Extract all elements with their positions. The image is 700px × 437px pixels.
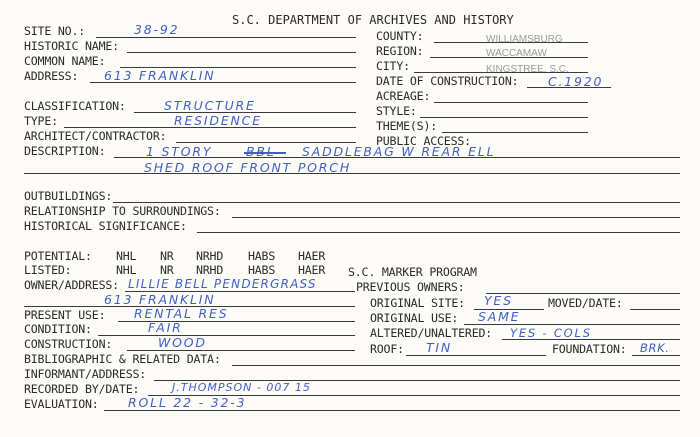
- acreage-line: [434, 102, 588, 103]
- style-label: STYLE:: [376, 104, 417, 118]
- altered-label: ALTERED/UNALTERED:: [370, 326, 493, 340]
- original-site-value: YES: [484, 293, 513, 308]
- classification-value: STRUCTURE: [164, 98, 256, 113]
- historic-name-line: [127, 52, 356, 53]
- bibliographic-line: [232, 365, 680, 366]
- city-label: CITY:: [376, 59, 410, 73]
- address-label: ADDRESS:: [24, 69, 79, 83]
- historical-significance-label: HISTORICAL SIGNIFICANCE:: [24, 219, 187, 233]
- listed-haer: HAER: [298, 263, 326, 277]
- present-use-value: RENTAL RES: [134, 306, 229, 321]
- architect-line: [176, 142, 356, 143]
- description-struck-text: BBL: [246, 144, 276, 159]
- listed-nhl: NHL: [116, 263, 137, 277]
- condition-label: CONDITION:: [24, 322, 92, 336]
- construction-label: CONSTRUCTION:: [24, 337, 113, 351]
- potential-label: POTENTIAL:: [24, 249, 92, 263]
- county-label: COUNTY:: [376, 29, 424, 43]
- architect-label: ARCHITECT/CONTRACTOR:: [24, 129, 167, 143]
- owner-address-value: 613 FRANKLIN: [104, 292, 216, 307]
- present-use-label: PRESENT USE:: [24, 308, 106, 322]
- date-of-construction-label: DATE OF CONSTRUCTION:: [376, 74, 519, 88]
- outbuildings-label: OUTBUILDINGS:: [24, 189, 113, 203]
- stamp-city: KINGSTREE, S.C.: [486, 64, 569, 75]
- outbuildings-line: [113, 202, 680, 203]
- foundation-line: [632, 355, 680, 356]
- owner-address-label: OWNER/ADDRESS:: [24, 278, 119, 292]
- foundation-value: BRK.: [640, 341, 670, 355]
- original-use-line: [464, 324, 680, 325]
- previous-owners-label: PREVIOUS OWNERS:: [356, 280, 465, 294]
- listed-label: LISTED:: [24, 263, 72, 277]
- potential-nrhd: NRHD: [196, 249, 224, 263]
- evaluation-value: ROLL 22 - 32-3: [128, 395, 247, 410]
- description-label: DESCRIPTION:: [24, 144, 106, 158]
- listed-nr: NR: [160, 263, 174, 277]
- site-no-line: [96, 37, 356, 38]
- region-line: [430, 57, 588, 58]
- roof-value: TIN: [426, 340, 453, 355]
- roof-line: [406, 355, 546, 356]
- potential-haer: HAER: [298, 249, 326, 263]
- evaluation-label: EVALUATION:: [24, 397, 99, 411]
- recorded-by-value: J.THOMPSON - 007 15: [172, 381, 311, 394]
- description-line-2: [24, 173, 680, 174]
- moved-date-label: MOVED/DATE:: [548, 296, 623, 310]
- original-use-value: SAME: [478, 309, 521, 324]
- type-value: RESIDENCE: [174, 113, 262, 128]
- theme-label: THEME(S):: [376, 119, 438, 133]
- recorded-by-label: RECORDED BY/DATE:: [24, 382, 140, 396]
- description-value-1: 1 STORY: [146, 144, 213, 159]
- sc-marker-label: S.C. MARKER PROGRAM: [348, 265, 477, 279]
- public-access-label: PUBLIC ACCESS:: [376, 134, 471, 148]
- common-name-label: COMMON NAME:: [24, 54, 106, 68]
- style-line: [420, 117, 588, 118]
- construction-value: WOOD: [158, 335, 207, 350]
- evaluation-line: [104, 410, 680, 411]
- theme-line: [442, 132, 588, 133]
- foundation-label: FOUNDATION:: [552, 342, 627, 356]
- relationship-line: [232, 217, 680, 218]
- city-line: [414, 72, 588, 73]
- potential-nhl: NHL: [116, 249, 137, 263]
- date-of-construction-value: C.1920: [548, 74, 604, 89]
- altered-value: YES - COLS: [510, 326, 592, 340]
- original-site-label: ORIGINAL SITE:: [370, 296, 465, 310]
- description-value-1b: SADDLEBAG W REAR ELL: [302, 144, 496, 159]
- site-no-label: SITE NO.:: [24, 24, 86, 38]
- condition-value: FAIR: [148, 320, 183, 335]
- moved-date-line: [630, 309, 680, 310]
- county-line: [434, 42, 588, 43]
- stamp-county: WILLIAMSBURG: [486, 34, 563, 45]
- previous-owners-line: [486, 293, 680, 294]
- form-title: S.C. DEPARTMENT OF ARCHIVES AND HISTORY: [232, 13, 514, 27]
- listed-nrhd: NRHD: [196, 263, 224, 277]
- roof-label: ROOF:: [370, 342, 404, 356]
- relationship-label: RELATIONSHIP TO SURROUNDINGS:: [24, 204, 221, 218]
- strikethrough-mark: [244, 152, 286, 154]
- site-no-value: 38-92: [134, 22, 180, 37]
- description-value-2: SHED ROOF FRONT PORCH: [144, 160, 352, 175]
- bibliographic-label: BIBLIOGRAPHIC & RELATED DATA:: [24, 352, 221, 366]
- classification-label: CLASSIFICATION:: [24, 99, 126, 113]
- region-label: REGION:: [376, 44, 424, 58]
- original-use-label: ORIGINAL USE:: [370, 311, 459, 325]
- listed-habs: HABS: [248, 263, 276, 277]
- acreage-label: ACREAGE:: [376, 89, 431, 103]
- potential-nr: NR: [160, 249, 174, 263]
- type-label: TYPE:: [24, 114, 58, 128]
- historic-name-label: HISTORIC NAME:: [24, 39, 119, 53]
- informant-label: INFORMANT/ADDRESS:: [24, 367, 147, 381]
- historical-significance-line: [197, 232, 680, 233]
- owner-name-value: LILLIE BELL PENDERGRASS: [128, 277, 317, 291]
- potential-habs: HABS: [248, 249, 276, 263]
- construction-line: [127, 350, 355, 351]
- stamp-region: WACCAMAW: [486, 48, 547, 59]
- condition-line: [98, 335, 355, 336]
- address-value: 613 FRANKLIN: [104, 68, 216, 83]
